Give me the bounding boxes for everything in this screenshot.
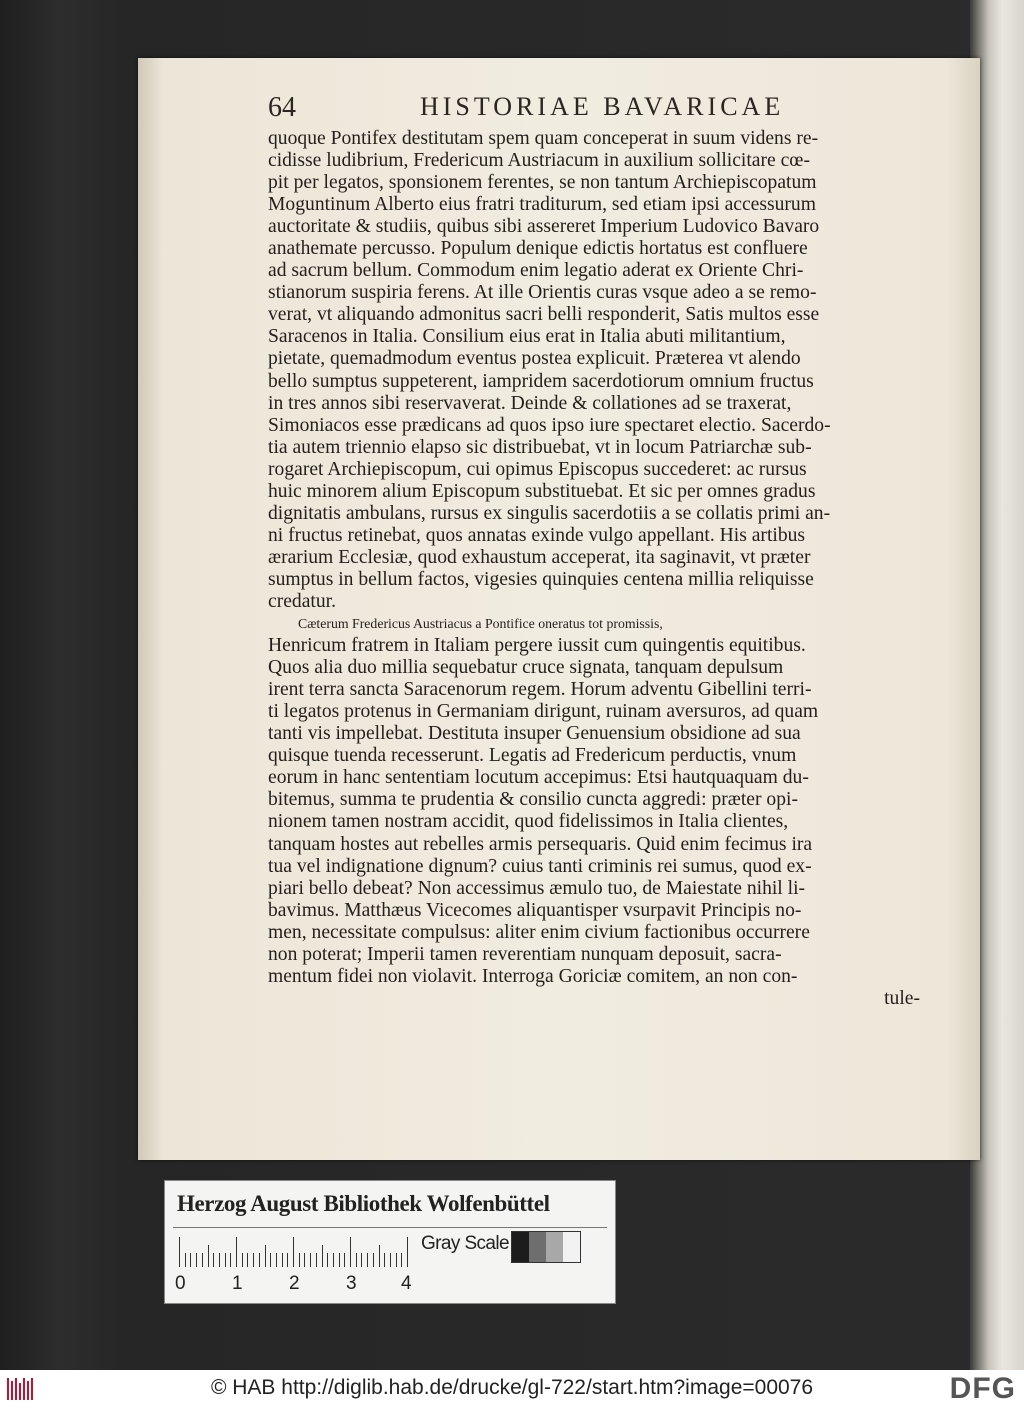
text-line: cidisse ludibrium, Fredericum Austriacum in auxilium sollicitare cœ- — [268, 150, 810, 172]
ruler-tick — [356, 1253, 357, 1267]
ruler-tick — [208, 1245, 209, 1267]
gray-scale-patches — [511, 1231, 581, 1263]
text-line: ni fructus retinebat, quos annatas exinde vulgo appellant. His artibus — [268, 524, 806, 546]
gray-patch — [529, 1232, 546, 1262]
ruler-tick — [185, 1253, 186, 1267]
ruler-tick — [379, 1245, 380, 1267]
ruler-tick — [213, 1253, 214, 1267]
text-line: huic minorem alium Episcopum substituebat. Et sic per omnes gradus — [268, 480, 816, 502]
text-line: mentum fidei non violavit. Interroga Goriciæ comitem, an non con- — [268, 965, 798, 987]
ruler-tick — [384, 1253, 385, 1267]
ruler-tick — [293, 1237, 294, 1267]
footer-credit[interactable]: © HAB http://diglib.hab.de/drucke/gl-722/start.htm?image=00076 — [210, 1376, 814, 1399]
text-line: piari bello debeat? Non accessimus æmulo tuo, de Maiestate nihil li- — [268, 877, 806, 899]
ruler-tick — [282, 1253, 283, 1267]
text-line: bello sumptus suppeterent, iampridem sacerdotiorum omnium fructus — [268, 370, 814, 392]
ruler-tick — [299, 1253, 300, 1267]
text-line: Henricum fratrem in Italiam pergere iussit cum quingentis equitibus. — [268, 635, 806, 657]
text-line: irent terra sancta Saracenorum regem. Horum adventu Gibellini terri- — [268, 679, 812, 701]
gray-patch — [546, 1232, 563, 1262]
ruler-tick — [401, 1253, 402, 1267]
ruler-tick — [253, 1253, 254, 1267]
ruler-number-4: 4 — [401, 1273, 412, 1294]
ruler-tick — [202, 1253, 203, 1267]
ruler-tick — [230, 1253, 231, 1267]
library-name: Herzog August Bibliothek Wolfenbüttel — [177, 1191, 550, 1216]
ruler-tick — [242, 1253, 243, 1267]
text-line: non poterat; Imperii tamen reverentiam nunquam deposuit, sacra- — [268, 943, 782, 965]
library-label-card — [164, 1180, 616, 1304]
text-line: credatur. — [268, 590, 336, 612]
ruler-tick — [367, 1253, 368, 1267]
ruler-tick — [390, 1253, 391, 1267]
text-line: quisque tuenda recesserunt. Legatis ad Fredericum perductis, vnum — [268, 745, 797, 767]
ruler-tick — [396, 1253, 397, 1267]
ruler-tick — [304, 1253, 305, 1267]
ruler-tick — [322, 1245, 323, 1267]
text-line: tanti vis impellebat. Destituta insuper Genuensium obsidione ad sua — [268, 723, 801, 745]
text-line: dignitatis ambulans, rursus ex singulis sacerdotiis a se collatis primi an- — [268, 502, 831, 524]
ruler-number-2: 2 — [289, 1273, 300, 1294]
text-line: rogaret Archiepiscopum, cui opimus Episcopus succederet: ac rursus — [268, 458, 807, 480]
ruler-tick — [327, 1253, 328, 1267]
text-line: in tres annos sibi reservaverat. Deinde & collationes ad se traxerat, — [268, 392, 792, 414]
text-line: ti legatos protenus in Germaniam dirigunt, ruinam aversuros, ad quam — [268, 701, 819, 723]
ruler-tick — [344, 1253, 345, 1267]
ruler-number-1: 1 — [232, 1273, 243, 1294]
label-divider — [173, 1227, 607, 1228]
gray-patch — [512, 1232, 529, 1262]
ruler-number-0: 0 — [175, 1273, 186, 1294]
ruler-tick — [287, 1253, 288, 1267]
ruler-tick — [350, 1237, 351, 1267]
text-line: ad sacrum bellum. Commodum enim legatio aderat ex Oriente Chri- — [268, 260, 804, 282]
ruler-tick — [339, 1253, 340, 1267]
ruler-tick — [407, 1237, 408, 1267]
text-line: sumptus in bellum factos, vigesies quinquies centena millia reliquisse — [268, 568, 814, 590]
text-line: pietate, quemadmodum eventus postea explicuit. Præterea vt alendo — [268, 348, 801, 370]
ruler-tick — [270, 1253, 271, 1267]
body-text — [268, 128, 920, 1010]
ruler-tick — [225, 1253, 226, 1267]
ruler-tick — [373, 1253, 374, 1267]
text-line: tule- — [884, 987, 920, 1009]
text-line: pit per legatos, sponsionem ferentes, se non tantum Archiepiscopatum — [268, 172, 817, 194]
ruler-tick — [333, 1253, 334, 1267]
text-line: Saracenos in Italia. Consilium eius erat in Italia abuti militantium, — [268, 326, 786, 348]
text-line: anathemate percusso. Populum denique edictis hortatus est confluere — [268, 238, 808, 260]
text-line: bavimus. Matthæus Vicecomes aliquantisper vsurpavit Principis no- — [268, 899, 802, 921]
ruler-tick — [196, 1253, 197, 1267]
ruler-tick — [259, 1253, 260, 1267]
text-line: nionem tamen nostram accidit, quod fidelissimos in Italia clientes, — [268, 811, 789, 833]
ruler-tick — [361, 1253, 362, 1267]
text-line: quoque Pontifex destitutam spem quam conceperat in suum videns re- — [268, 128, 819, 149]
text-line: Simoniacos esse prædicans ad quos ipso iure spectaret electio. Sacerdo- — [268, 414, 831, 436]
text-line: Cæterum Fredericus Austriacus a Pontifice oneratus tot promissis, — [298, 616, 663, 632]
ruler-tick — [179, 1237, 180, 1267]
gray-scale-label: Gray Scale — [421, 1233, 509, 1254]
ruler-tick — [236, 1237, 237, 1267]
ruler-number-3: 3 — [346, 1273, 357, 1294]
ruler-scale — [179, 1237, 411, 1267]
dfg-logo: DFG — [949, 1372, 1016, 1405]
text-line: bitemus, summa te prudentia & consilio cuncta aggredi: præter opi- — [268, 789, 798, 811]
ruler-tick — [316, 1253, 317, 1267]
text-line: men, necessitate compulsus: aliter enim civium factionibus occurrere — [268, 921, 810, 943]
ruler-tick — [310, 1253, 311, 1267]
text-line: tia autem triennio elapso sic distribuebat, vt in locum Patriarchæ sub- — [268, 436, 812, 458]
running-head: HISTORIAE BAVARICAE — [420, 92, 785, 121]
ruler-tick — [265, 1245, 266, 1267]
text-line: ærarium Ecclesiæ, quod exhaustum acceperat, ita saginavit, vt præter — [268, 546, 811, 568]
text-line: stianorum suspiria ferens. At ille Orientis curas vsque adeo a se remo- — [268, 282, 817, 304]
text-line: verat, vt aliquando admonitus sacri belli responderit, Satis multos esse — [268, 304, 820, 326]
footer-bar — [0, 1370, 1024, 1408]
text-line: tua vel indignatione dignum? cuius tanti criminis rei sumus, quod ex- — [268, 855, 812, 877]
ruler-tick — [219, 1253, 220, 1267]
text-line: auctoritate & studiis, quibus sibi assereret Imperium Ludovico Bavaro — [268, 216, 820, 238]
text-line: Moguntinum Alberto eius fratri traditurum, sed etiam ipsi accessurum — [268, 194, 816, 216]
text-line: tanquam hostes aut rebelles armis persequaris. Quid enim fecimus ira — [268, 833, 813, 855]
ruler-tick — [190, 1253, 191, 1267]
text-line: Quos alia duo millia sequebatur cruce signata, tanquam depulsum — [268, 657, 784, 679]
ruler-tick — [276, 1253, 277, 1267]
gray-patch — [563, 1232, 580, 1262]
page-number: 64 — [268, 92, 296, 123]
ruler-tick — [247, 1253, 248, 1267]
text-line: eorum in hanc sententiam locutum accepimus: Etsi hautquaquam du- — [268, 767, 809, 789]
